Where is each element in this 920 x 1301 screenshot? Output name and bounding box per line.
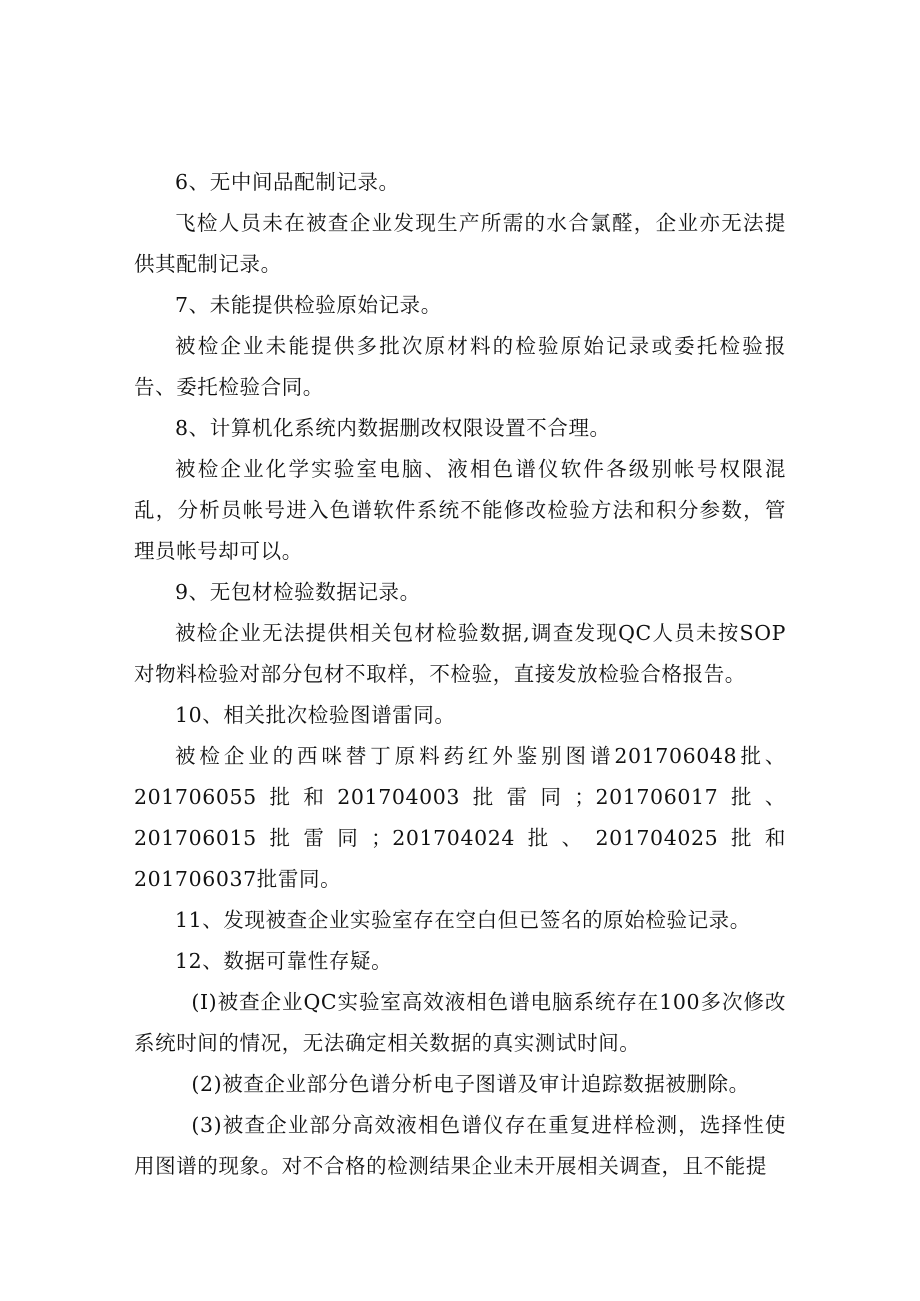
sub-item-3: (3)被查企业部分高效液相色谱仪存在重复进样检测，选择性使用图谱的现象。对不合格的检测结果企业未开展相关调查，且不能提 [134,1113,786,1178]
document-body [134,162,786,1187]
body-paragraph: 被检企业未能提供多批次原材料的检验原始记录或委托检验报告、委托检验合同。 [134,334,786,399]
sub-item-1: (I)被查企业QC实验室高效液相色谱电脑系统存在100多次修改系统时间的情况，无法确定相关数据的真实测试时间。 [134,990,786,1055]
body-paragraph: 飞检人员未在被查企业发现生产所需的水合氯醛，企业亦无法提供其配制记录。 [134,211,786,276]
heading-item-7: 7、未能提供检验原始记录。 [175,293,442,317]
heading-item-12: 12、数据可靠性存疑。 [175,949,393,973]
body-paragraph: 被检企业的西咪替丁原料药红外鉴别图谱201706048批、201706055批和201704003批雷同；201706017批、201706015批雷同；201704024批、201704025批和201706037批雷同。 [134,744,786,891]
heading-item-9: 9、无包材检验数据记录。 [175,580,421,604]
heading-item-10: 10、相关批次检验图谱雷同。 [175,703,456,727]
heading-item-11: 11、发现被查企业实验室存在空白但已签名的原始检验记录。 [175,908,751,932]
body-paragraph: 被检企业化学实验室电脑、液相色谱仪软件各级别帐号权限混乱，分析员帐号进入色谱软件系统不能修改检验方法和积分参数，管理员帐号却可以。 [134,457,786,563]
heading-item-6: 6、无中间品配制记录。 [175,170,400,194]
body-paragraph: 被检企业无法提供相关包材检验数据,调查发现QC人员未按SOP对物料检验对部分包材不取样，不检验，直接发放检验合格报告。 [134,621,786,686]
heading-item-8: 8、计算机化系统内数据删改权限设置不合理。 [175,416,611,440]
sub-item-2: (2)被查企业部分色谱分析电子图谱及审计追踪数据被删除。 [191,1072,750,1096]
